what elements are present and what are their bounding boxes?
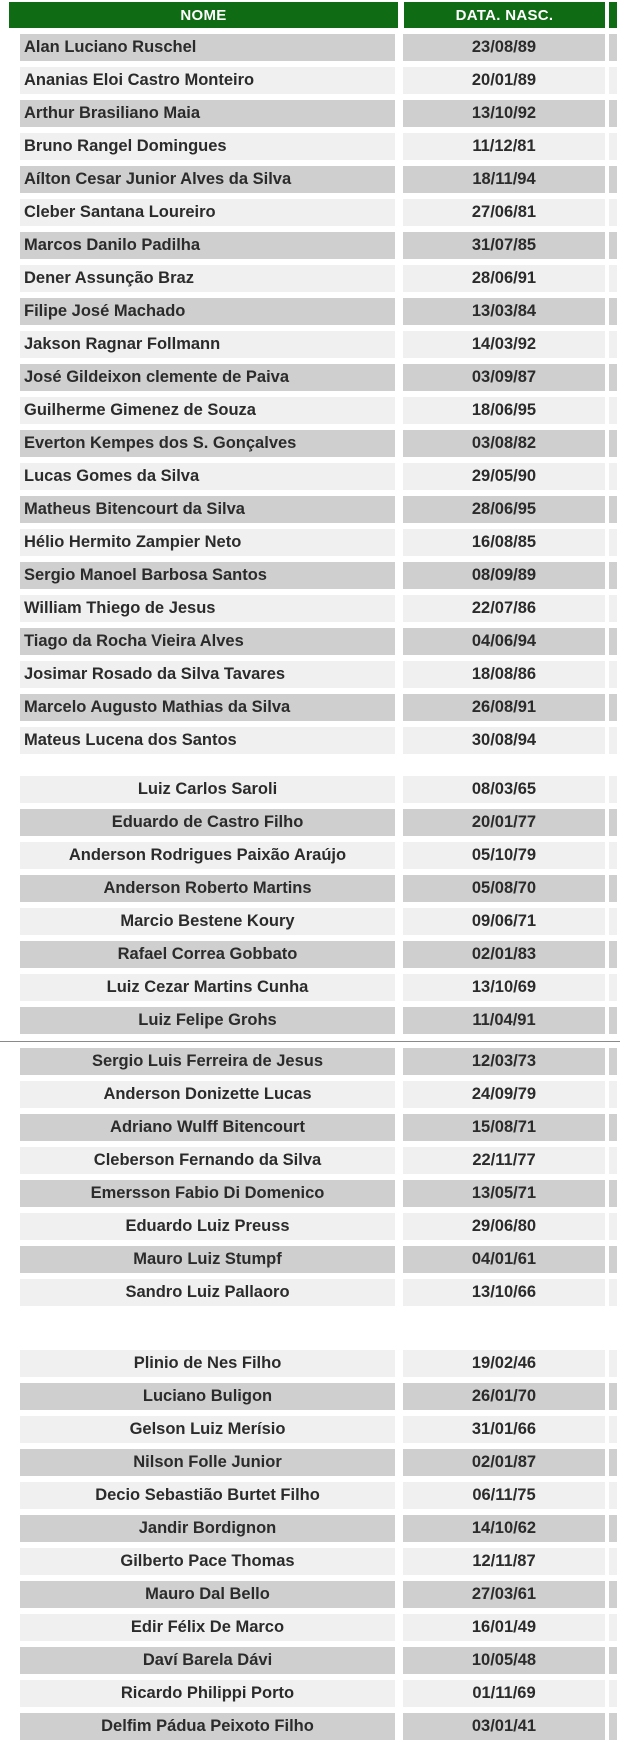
person-name: Alan Luciano Ruschel [20, 34, 395, 61]
person-name: Emersson Fabio Di Domenico [20, 1180, 395, 1207]
row-edge [609, 1213, 617, 1240]
birth-date: 11/04/91 [403, 1007, 605, 1034]
person-name: Marcelo Augusto Mathias da Silva [20, 694, 395, 721]
person-name: José Gildeixon clemente de Paiva [20, 364, 395, 391]
row-edge [609, 1647, 617, 1674]
person-name: Plinio de Nes Filho [20, 1350, 395, 1377]
table-row [0, 460, 620, 493]
birth-date: 20/01/89 [403, 67, 605, 94]
person-name: Matheus Bitencourt da Silva [20, 496, 395, 523]
table-row [0, 361, 620, 394]
row-edge [609, 1007, 617, 1034]
birth-date: 18/06/95 [403, 397, 605, 424]
table-row [0, 1611, 620, 1644]
birth-date: 27/03/61 [403, 1581, 605, 1608]
table-row [0, 1210, 620, 1243]
table-row [0, 262, 620, 295]
row-edge [609, 628, 617, 655]
person-name: Marcio Bestene Koury [20, 908, 395, 935]
person-name: Anderson Roberto Martins [20, 875, 395, 902]
birth-date: 18/08/86 [403, 661, 605, 688]
table-row [0, 1578, 620, 1611]
table-row [0, 691, 620, 724]
table-row [0, 872, 620, 905]
table-row [0, 724, 620, 757]
person-name: Eduardo Luiz Preuss [20, 1213, 395, 1240]
table-row [0, 625, 620, 658]
person-name: William Thiego de Jesus [20, 595, 395, 622]
row-edge [609, 1383, 617, 1410]
row-edge [609, 941, 617, 968]
birth-date: 31/07/85 [403, 232, 605, 259]
table-row [0, 1045, 620, 1078]
birth-date: 08/09/89 [403, 562, 605, 589]
row-edge [609, 496, 617, 523]
person-name: Mateus Lucena dos Santos [20, 727, 395, 754]
birth-date: 03/01/41 [403, 1713, 605, 1740]
row-edge [609, 1581, 617, 1608]
row-edge [609, 1147, 617, 1174]
birth-date: 28/06/95 [403, 496, 605, 523]
table-row [0, 427, 620, 460]
person-name: Luiz Cezar Martins Cunha [20, 974, 395, 1001]
table-row [0, 31, 620, 64]
person-name: Bruno Rangel Domingues [20, 133, 395, 160]
birth-date: 29/06/80 [403, 1213, 605, 1240]
birth-date: 30/08/94 [403, 727, 605, 754]
person-name: Jandir Bordignon [20, 1515, 395, 1542]
table-row [0, 295, 620, 328]
table-row [0, 1111, 620, 1144]
row-edge [609, 67, 617, 94]
table-row [0, 328, 620, 361]
row-edge [609, 199, 617, 226]
row-edge [609, 232, 617, 259]
birth-date: 03/08/82 [403, 430, 605, 457]
row-edge [609, 1180, 617, 1207]
birth-date: 15/08/71 [403, 1114, 605, 1141]
table-row [0, 1644, 620, 1677]
birth-date: 12/03/73 [403, 1048, 605, 1075]
row-edge [609, 727, 617, 754]
birth-date: 26/08/91 [403, 694, 605, 721]
person-name: Gilberto Pace Thomas [20, 1548, 395, 1575]
birth-date: 22/11/77 [403, 1147, 605, 1174]
person-name: Tiago da Rocha Vieira Alves [20, 628, 395, 655]
person-name: Edir Félix De Marco [20, 1614, 395, 1641]
birth-date: 04/01/61 [403, 1246, 605, 1273]
row-edge [609, 1548, 617, 1575]
table-row [0, 1446, 620, 1479]
birth-date: 08/03/65 [403, 776, 605, 803]
table-row [0, 1677, 620, 1710]
person-name: Lucas Gomes da Silva [20, 463, 395, 490]
table-row [0, 163, 620, 196]
row-edge [609, 1279, 617, 1306]
table-row [0, 1243, 620, 1276]
person-name: Marcos Danilo Padilha [20, 232, 395, 259]
birth-date: 16/08/85 [403, 529, 605, 556]
person-name: Decio Sebastião Burtet Filho [20, 1482, 395, 1509]
person-name: Everton Kempes dos S. Gonçalves [20, 430, 395, 457]
row-edge [609, 1048, 617, 1075]
birth-date: 24/09/79 [403, 1081, 605, 1108]
person-name: Hélio Hermito Zampier Neto [20, 529, 395, 556]
birth-date: 31/01/66 [403, 1416, 605, 1443]
birth-date: 13/10/92 [403, 100, 605, 127]
table-row [0, 97, 620, 130]
row-edge [609, 1350, 617, 1377]
row-edge [609, 265, 617, 292]
table-row [0, 1479, 620, 1512]
birth-date: 05/08/70 [403, 875, 605, 902]
table-row [0, 806, 620, 839]
row-edge [609, 100, 617, 127]
table-row [0, 1710, 620, 1743]
table-row [0, 196, 620, 229]
birth-date: 13/10/66 [403, 1279, 605, 1306]
row-edge [609, 1482, 617, 1509]
row-edge [609, 1449, 617, 1476]
row-edge [609, 842, 617, 869]
table-row [0, 559, 620, 592]
person-name: Anderson Donizette Lucas [20, 1081, 395, 1108]
row-edge [609, 529, 617, 556]
person-name: Luciano Buligon [20, 1383, 395, 1410]
person-name: Arthur Brasiliano Maia [20, 100, 395, 127]
birth-date: 03/09/87 [403, 364, 605, 391]
birth-date: 23/08/89 [403, 34, 605, 61]
person-name: Jakson Ragnar Follmann [20, 331, 395, 358]
person-name: Cleberson Fernando da Silva [20, 1147, 395, 1174]
row-edge [609, 908, 617, 935]
table-row [0, 905, 620, 938]
row-edge [609, 1713, 617, 1740]
row-edge [609, 1114, 617, 1141]
table-row [0, 64, 620, 97]
person-name: Ricardo Philippi Porto [20, 1680, 395, 1707]
person-name: Adriano Wulff Bitencourt [20, 1114, 395, 1141]
row-edge [609, 1680, 617, 1707]
row-edge [609, 397, 617, 424]
birth-date: 13/10/69 [403, 974, 605, 1001]
birth-date: 13/03/84 [403, 298, 605, 325]
birth-date: 26/01/70 [403, 1383, 605, 1410]
row-edge [609, 331, 617, 358]
birth-date: 20/01/77 [403, 809, 605, 836]
birth-date: 01/11/69 [403, 1680, 605, 1707]
table-row [0, 1078, 620, 1111]
birth-date: 02/01/87 [403, 1449, 605, 1476]
person-name: Ananias Eloi Castro Monteiro [20, 67, 395, 94]
row-edge [609, 298, 617, 325]
table-row [0, 1004, 620, 1037]
birth-date: 04/06/94 [403, 628, 605, 655]
table-row [0, 1276, 620, 1309]
birth-date: 14/10/62 [403, 1515, 605, 1542]
table-row [0, 1413, 620, 1446]
person-name: Dener Assunção Braz [20, 265, 395, 292]
person-name: Guilherme Gimenez de Souza [20, 397, 395, 424]
row-edge [609, 1614, 617, 1641]
row-edge [609, 776, 617, 803]
table-row [0, 493, 620, 526]
row-edge [609, 562, 617, 589]
birth-date: 19/02/46 [403, 1350, 605, 1377]
person-name: Sergio Luis Ferreira de Jesus [20, 1048, 395, 1075]
header-name: NOME [9, 2, 398, 28]
person-name: Rafael Correa Gobbato [20, 941, 395, 968]
row-edge [609, 974, 617, 1001]
table-row [0, 773, 620, 806]
person-name: Mauro Dal Bello [20, 1581, 395, 1608]
birth-date: 06/11/75 [403, 1482, 605, 1509]
table-row [0, 839, 620, 872]
person-name: Sergio Manoel Barbosa Santos [20, 562, 395, 589]
table-row [0, 658, 620, 691]
person-name: Mauro Luiz Stumpf [20, 1246, 395, 1273]
table-row [0, 229, 620, 262]
table-row [0, 1380, 620, 1413]
person-name: Nilson Folle Junior [20, 1449, 395, 1476]
table-row [0, 1545, 620, 1578]
birth-date: 09/06/71 [403, 908, 605, 935]
person-name: Cleber Santana Loureiro [20, 199, 395, 226]
row-edge [609, 1416, 617, 1443]
person-name: Aílton Cesar Junior Alves da Silva [20, 166, 395, 193]
row-edge [609, 595, 617, 622]
row-edge [609, 463, 617, 490]
row-edge [609, 661, 617, 688]
table-row [0, 1144, 620, 1177]
table-row [0, 1177, 620, 1210]
birth-date: 11/12/81 [403, 133, 605, 160]
birth-date: 14/03/92 [403, 331, 605, 358]
table-row [0, 1512, 620, 1545]
table-row [0, 394, 620, 427]
birth-date: 18/11/94 [403, 166, 605, 193]
table-row [0, 592, 620, 625]
person-name: Gelson Luiz Merísio [20, 1416, 395, 1443]
row-edge [609, 1081, 617, 1108]
row-edge [609, 875, 617, 902]
table-row [0, 971, 620, 1004]
table-row [0, 1347, 620, 1380]
birth-date: 29/05/90 [403, 463, 605, 490]
row-edge [609, 364, 617, 391]
row-edge [609, 1515, 617, 1542]
row-edge [609, 694, 617, 721]
birth-date: 13/05/71 [403, 1180, 605, 1207]
birth-date: 10/05/48 [403, 1647, 605, 1674]
person-name: Eduardo de Castro Filho [20, 809, 395, 836]
table-row [0, 130, 620, 163]
row-edge [609, 166, 617, 193]
table-row [0, 526, 620, 559]
person-name: Daví Barela Dávi [20, 1647, 395, 1674]
row-edge [609, 430, 617, 457]
row-edge [609, 809, 617, 836]
birth-date: 27/06/81 [403, 199, 605, 226]
person-name: Josimar Rosado da Silva Tavares [20, 661, 395, 688]
table-row [0, 938, 620, 971]
section-divider [0, 1041, 620, 1042]
person-name: Anderson Rodrigues Paixão Araújo [20, 842, 395, 869]
row-edge [609, 1246, 617, 1273]
person-name: Luiz Carlos Saroli [20, 776, 395, 803]
birth-date: 22/07/86 [403, 595, 605, 622]
person-name: Filipe José Machado [20, 298, 395, 325]
row-edge [609, 133, 617, 160]
birth-date: 16/01/49 [403, 1614, 605, 1641]
header-edge [609, 2, 617, 28]
birth-date: 28/06/91 [403, 265, 605, 292]
person-name: Luiz Felipe Grohs [20, 1007, 395, 1034]
birth-date: 12/11/87 [403, 1548, 605, 1575]
header-birth-date: DATA. NASC. [404, 2, 605, 28]
birth-date: 05/10/79 [403, 842, 605, 869]
row-edge [609, 34, 617, 61]
person-name: Sandro Luiz Pallaoro [20, 1279, 395, 1306]
person-name: Delfim Pádua Peixoto Filho [20, 1713, 395, 1740]
birth-date: 02/01/83 [403, 941, 605, 968]
